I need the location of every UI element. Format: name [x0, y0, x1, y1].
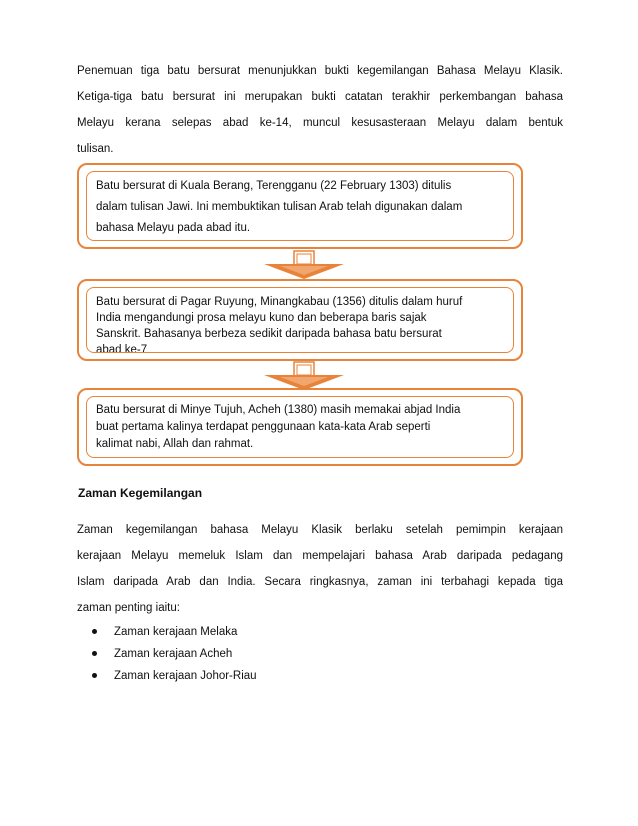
flow-box-line: kalimat nabi, Allah dan rahmat.	[96, 438, 254, 450]
intro-line: tulisan.	[77, 143, 114, 155]
bullet-icon	[92, 673, 97, 678]
flow-box-text	[96, 176, 503, 239]
section-line: kerajaan Melayu memeluk Islam dan mempelajari bahasa Arab daripada pedagang	[77, 550, 563, 562]
section-paragraph	[77, 517, 563, 621]
section-line: zaman penting iaitu:	[77, 602, 180, 614]
flow-box-line: dalam tulisan Jawi. Ini membuktikan tulisan Arab telah digunakan dalam	[96, 201, 463, 213]
flow-box-text	[96, 294, 503, 353]
flow-box-line: Batu bersurat di Pagar Ruyung, Minangkabau (1356) ditulis dalam huruf	[96, 296, 463, 308]
flow-box-line: buat pertama kalinya terdapat penggunaan kata-kata Arab seperti	[96, 421, 431, 433]
section-heading: Zaman Kegemilangan	[78, 486, 203, 500]
flow-box-minye-tujuh	[77, 388, 523, 466]
flow-box-pagar-ruyung	[77, 279, 523, 361]
list-item	[92, 665, 257, 687]
flow-box-line: Batu bersurat di Kuala Berang, Terengganu (22 February 1303) ditulis	[96, 180, 452, 192]
intro-line: Penemuan tiga batu bersurat menunjukkan bukti kegemilangan Bahasa Melayu Klasik.	[77, 65, 563, 77]
bullet-list	[92, 621, 257, 687]
flow-box-line: bahasa Melayu pada abad itu.	[96, 222, 251, 234]
intro-line: Melayu kerana selepas abad ke-14, muncul kesusasteraan Melayu dalam bentuk	[77, 117, 563, 129]
flow-box-inner	[86, 396, 514, 458]
down-arrow-icon	[262, 250, 346, 280]
flow-box-line: abad ke-7	[96, 344, 148, 353]
section-line: Islam daripada Arab dan India. Secara ringkasnya, zaman ini terbahagi kepada tiga	[77, 576, 563, 588]
intro-paragraph	[77, 58, 563, 162]
list-item	[92, 621, 257, 643]
down-arrow-icon	[262, 361, 346, 391]
list-item	[92, 643, 257, 665]
flow-box-line: Sanskrit. Bahasanya berbeza sedikit daripada bahasa batu bersurat	[96, 328, 442, 340]
flow-box-kuala-berang	[77, 163, 523, 249]
flow-box-inner	[86, 171, 514, 241]
flow-box-line: India mengandungi prosa melayu kuno dan beberapa baris sajak	[96, 312, 427, 324]
list-item-label: Zaman kerajaan Johor-Riau	[114, 670, 257, 682]
flow-box-line: Batu bersurat di Minye Tujuh, Acheh (1380) masih memakai abjad India	[96, 404, 461, 416]
intro-line: Ketiga-tiga batu bersurat ini merupakan bukti catatan terakhir perkembangan bahasa	[77, 91, 563, 103]
flow-box-text	[96, 402, 503, 453]
flow-box-inner	[86, 287, 514, 353]
list-item-label: Zaman kerajaan Melaka	[114, 626, 238, 638]
section-line: Zaman kegemilangan bahasa Melayu Klasik berlaku setelah pemimpin kerajaan	[77, 524, 563, 536]
bullet-icon	[92, 651, 97, 656]
list-item-label: Zaman kerajaan Acheh	[114, 648, 233, 660]
bullet-icon	[92, 629, 97, 634]
